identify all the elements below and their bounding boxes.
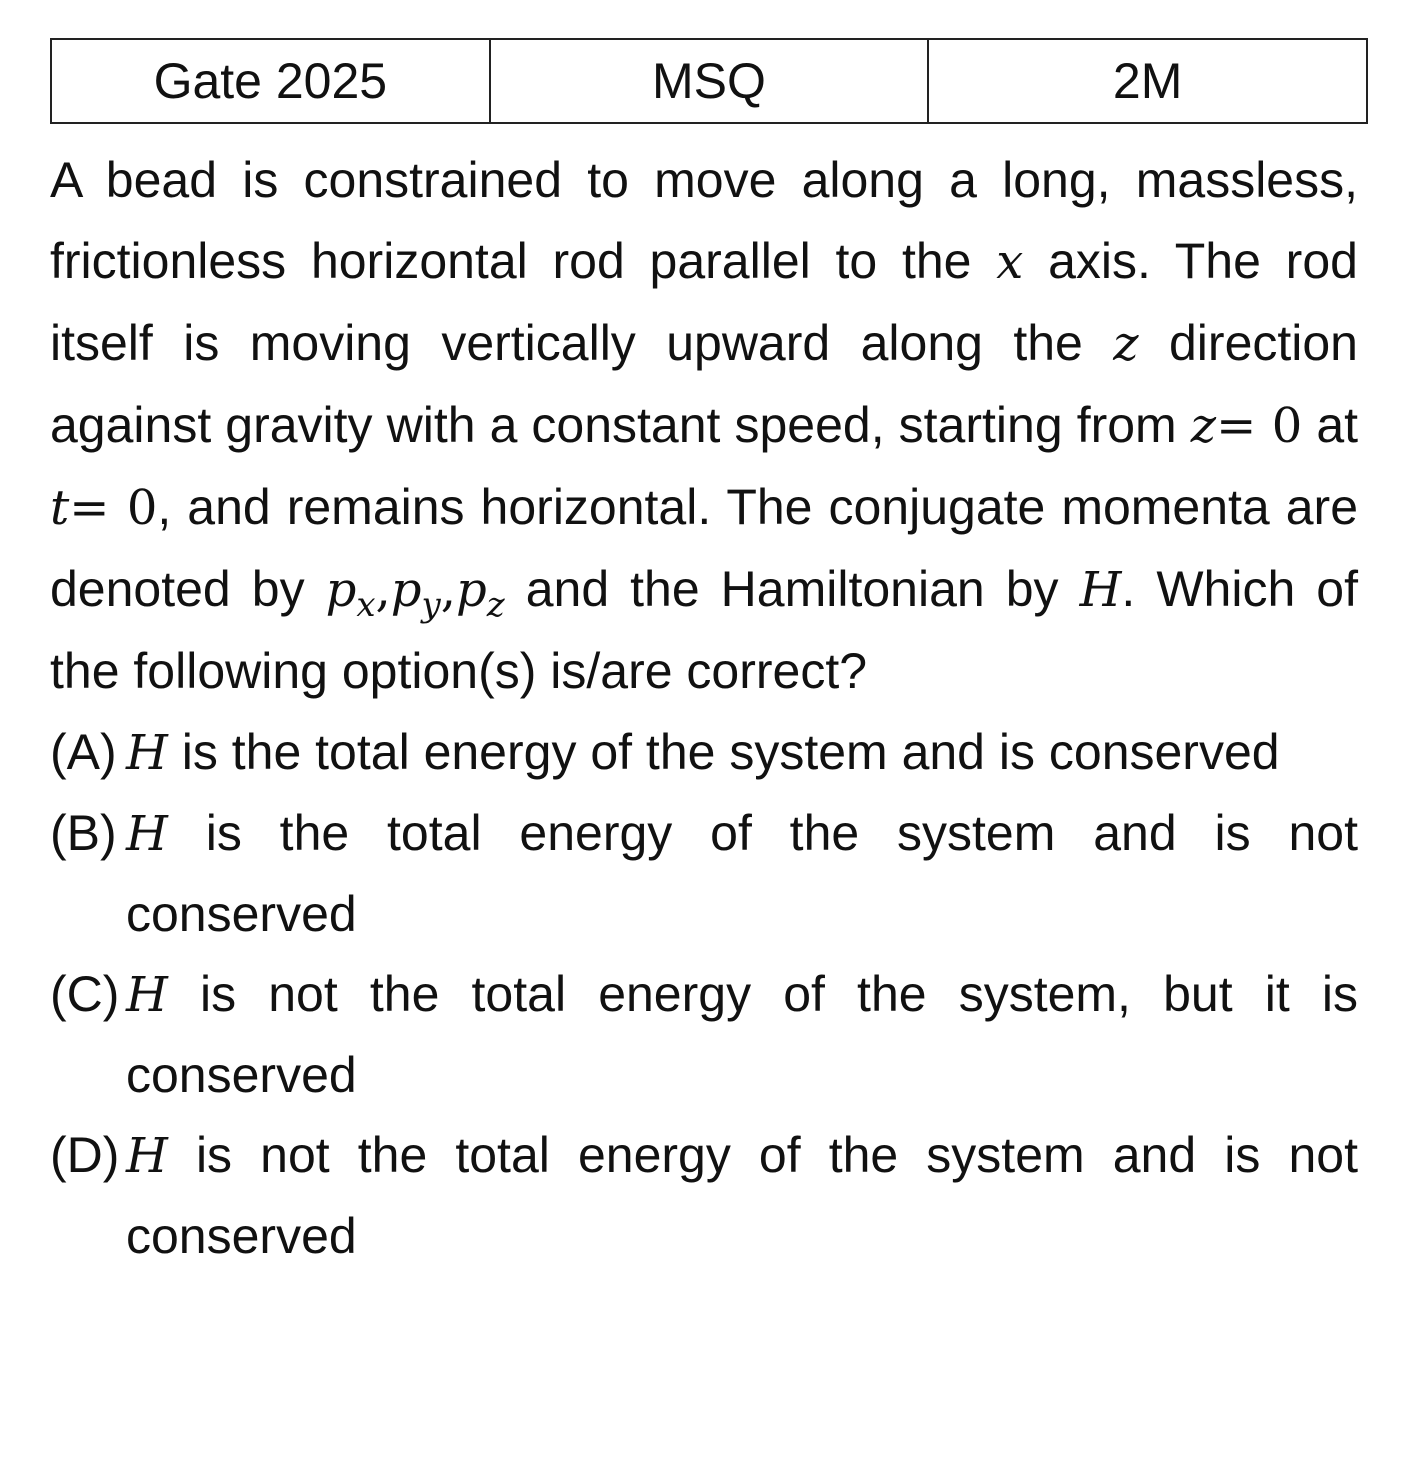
option-letter: (B) <box>50 805 117 861</box>
math-hamiltonian-symbol: H <box>126 1128 168 1184</box>
math-eq-t-lhs: t <box>50 480 70 536</box>
exam-cell: Gate 2025 <box>51 39 490 123</box>
math-hamiltonian-symbol: H <box>1079 562 1122 618</box>
question-text-part: and the Hamiltonian by <box>525 561 1059 617</box>
math-subscript-y: y <box>421 585 441 625</box>
question-type-cell: MSQ <box>490 39 929 123</box>
option-letter: (C) <box>50 966 120 1022</box>
math-p-symbol: p <box>325 562 357 618</box>
question-text-part: direction against gravity with a constant speed, starting from <box>50 315 1358 453</box>
meta-row <box>51 39 1367 123</box>
math-eq-z-lhs: z <box>1190 398 1217 454</box>
marks-cell: 2M <box>928 39 1367 123</box>
math-var-x: x <box>996 234 1024 290</box>
option-d[interactable] <box>50 1115 1358 1276</box>
option-text: is not the total energy of the system, but it is conserved <box>126 966 1358 1103</box>
option-b[interactable] <box>50 793 1358 954</box>
math-p-symbol: p <box>390 562 422 618</box>
math-comma: , <box>440 562 457 618</box>
option-text: is not the total energy of the system and is not conserved <box>126 1127 1358 1264</box>
math-p-symbol: p <box>456 562 487 618</box>
option-text: is the total energy of the system and is not conserved <box>126 805 1358 942</box>
question-text-part: , and remains horizontal. The conjugate momenta are denoted by <box>50 479 1358 617</box>
option-a[interactable] <box>50 712 1358 793</box>
option-letter: (D) <box>50 1127 120 1183</box>
math-hamiltonian-symbol: H <box>126 725 168 781</box>
math-subscript-x: x <box>356 585 376 625</box>
question-text-part: axis. The rod itself is moving vertically upward along the <box>50 233 1358 371</box>
math-comma: , <box>375 562 391 618</box>
math-hamiltonian-symbol: H <box>126 806 168 862</box>
question-text-part: . Which of the following option(s) is/are correct? <box>50 561 1358 699</box>
option-c[interactable] <box>50 954 1358 1115</box>
question-text-part: at <box>1316 397 1359 453</box>
option-text: is the total energy of the system and is conserved <box>181 724 1280 780</box>
math-subscript-z: z <box>486 585 505 625</box>
option-letter: (A) <box>50 724 117 780</box>
options-list <box>50 712 1358 1276</box>
question-text <box>50 140 1358 712</box>
math-hamiltonian-symbol: H <box>126 967 168 1023</box>
math-eq-z-rhs: = 0 <box>1216 398 1303 454</box>
math-eq-t-rhs: = 0 <box>69 480 158 536</box>
question-meta-table <box>50 38 1368 124</box>
math-var-z: z <box>1113 316 1139 372</box>
question-text-part: A bead is constrained to move along a long, massless, frictionless horizontal rod parallel to the <box>50 152 1358 289</box>
